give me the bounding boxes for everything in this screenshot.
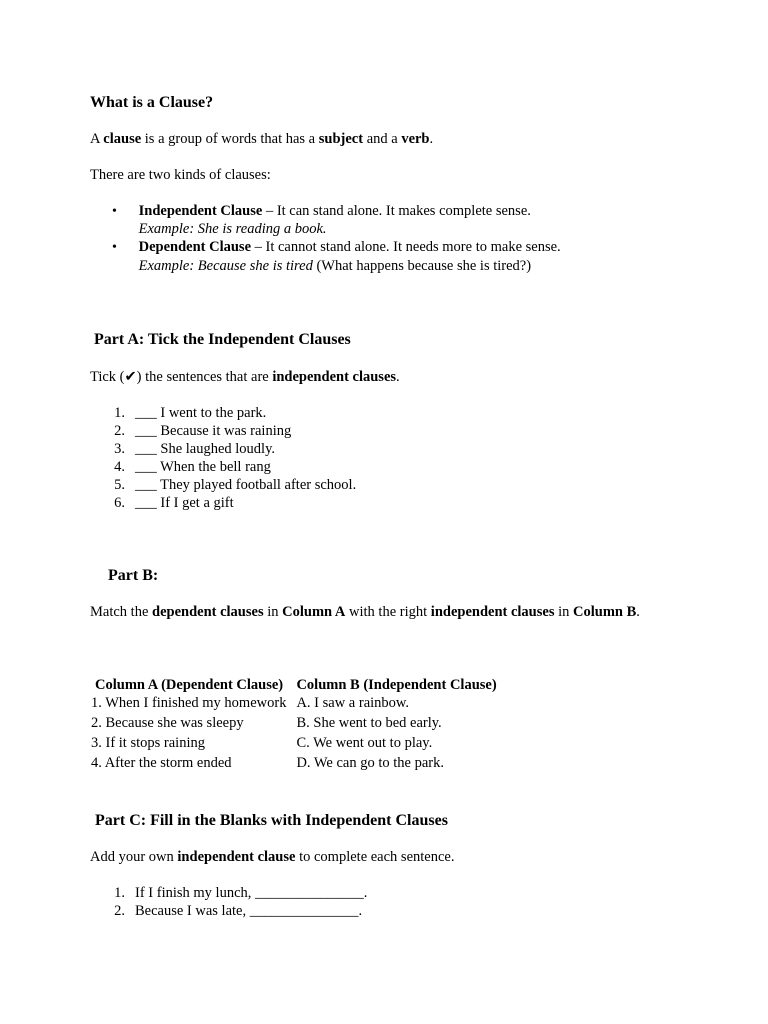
fill-in-item: Because I was late, _______________. <box>135 903 363 919</box>
kind-dependent-example <box>135 258 531 275</box>
kinds-intro: There are two kinds of clauses: <box>90 167 271 183</box>
instruction-text: . <box>396 369 400 385</box>
list-number: 1. <box>114 405 125 421</box>
example-text: Example: She is reading a book. <box>138 221 327 237</box>
list-number: 2. <box>114 423 125 439</box>
list-item: ___ When the bell rang <box>135 459 271 475</box>
table-row <box>89 695 501 715</box>
bullet-icon: • <box>112 204 117 219</box>
clause-definition <box>90 131 433 148</box>
table-header-row <box>89 676 501 695</box>
column-a-cell: 3. If it stops raining <box>91 735 205 751</box>
column-a-cell: 1. When I finished my homework <box>91 695 287 711</box>
definition-text: A <box>90 131 104 147</box>
kind-description: – It cannot stand alone. It needs more to make sense. <box>251 239 561 255</box>
definition-text: and a <box>363 131 402 147</box>
page-title: What is a Clause? <box>90 94 214 111</box>
part-a-instructions <box>90 369 400 386</box>
instruction-bold: independent clauses <box>430 604 555 620</box>
instruction-text: . <box>636 604 640 620</box>
part-a-heading <box>90 331 351 349</box>
kind-name: Dependent Clause <box>138 239 252 255</box>
instruction-text: Add your own <box>90 849 178 865</box>
part-b-title: Part B: <box>108 567 159 584</box>
kind-description: – It can stand alone. It makes complete sense. <box>262 203 531 219</box>
example-extra: (What happens because she is tired?) <box>312 258 532 274</box>
instruction-text: Tick ( <box>90 369 125 385</box>
list-number: 1. <box>114 885 125 901</box>
list-number: 4. <box>114 459 125 475</box>
fill-in-item: If I finish my lunch, _______________. <box>135 885 368 901</box>
part-b-instructions <box>90 604 640 621</box>
list-number: 2. <box>114 903 125 919</box>
definition-term-verb: verb <box>401 131 430 147</box>
instruction-bold: independent clause <box>177 849 296 865</box>
definition-text: is a group of words that has a <box>141 131 319 147</box>
definition-term-subject: subject <box>318 131 364 147</box>
list-item: ___ They played football after school. <box>135 477 357 493</box>
column-b-header: Column B (Independent Clause) <box>296 677 497 693</box>
instruction-bold: Column A <box>282 604 346 620</box>
part-a-title: Part A: Tick the Independent Clauses <box>94 331 351 348</box>
matching-table <box>89 676 501 775</box>
example-text: Example: Because she is tired <box>138 258 313 274</box>
instruction-text: ) the sentences that are <box>136 369 273 385</box>
list-number: 6. <box>114 495 125 511</box>
column-b-cell: C. We went out to play. <box>296 735 433 751</box>
table-row <box>89 715 501 735</box>
instruction-bold: dependent clauses <box>152 604 264 620</box>
part-c-instructions <box>90 849 454 866</box>
definition-term-clause: clause <box>103 131 142 147</box>
instruction-text: in <box>263 604 283 620</box>
column-a-cell: 4. After the storm ended <box>91 755 232 771</box>
instruction-bold: Column B <box>573 604 637 620</box>
column-b-cell: A. I saw a rainbow. <box>296 695 410 711</box>
column-a-cell: 2. Because she was sleepy <box>91 715 244 731</box>
kind-independent <box>135 203 531 220</box>
instruction-text: to complete each sentence. <box>295 849 455 865</box>
instruction-text: Match the <box>90 604 153 620</box>
kind-dependent <box>135 239 561 256</box>
tick-icon: ✔ <box>124 369 137 385</box>
list-number: 5. <box>114 477 125 493</box>
list-item: ___ I went to the park. <box>135 405 267 421</box>
table-row <box>89 755 501 775</box>
instruction-text: with the right <box>345 604 431 620</box>
definition-text: . <box>429 131 434 147</box>
list-item: ___ If I get a gift <box>135 495 234 511</box>
list-item: ___ She laughed loudly. <box>135 441 276 457</box>
instruction-bold: independent clauses <box>272 369 397 385</box>
instruction-text: in <box>554 604 574 620</box>
column-b-cell: B. She went to bed early. <box>296 715 442 731</box>
column-b-cell: D. We can go to the park. <box>296 755 445 771</box>
bullet-icon: • <box>112 240 117 255</box>
kind-independent-example <box>135 221 327 238</box>
list-item: ___ Because it was raining <box>135 423 292 439</box>
kind-name: Independent Clause <box>138 203 263 219</box>
column-a-header: Column A (Dependent Clause) <box>95 677 284 693</box>
part-c-title: Part C: Fill in the Blanks with Independent Clauses <box>95 812 448 829</box>
table-row <box>89 735 501 755</box>
list-number: 3. <box>114 441 125 457</box>
